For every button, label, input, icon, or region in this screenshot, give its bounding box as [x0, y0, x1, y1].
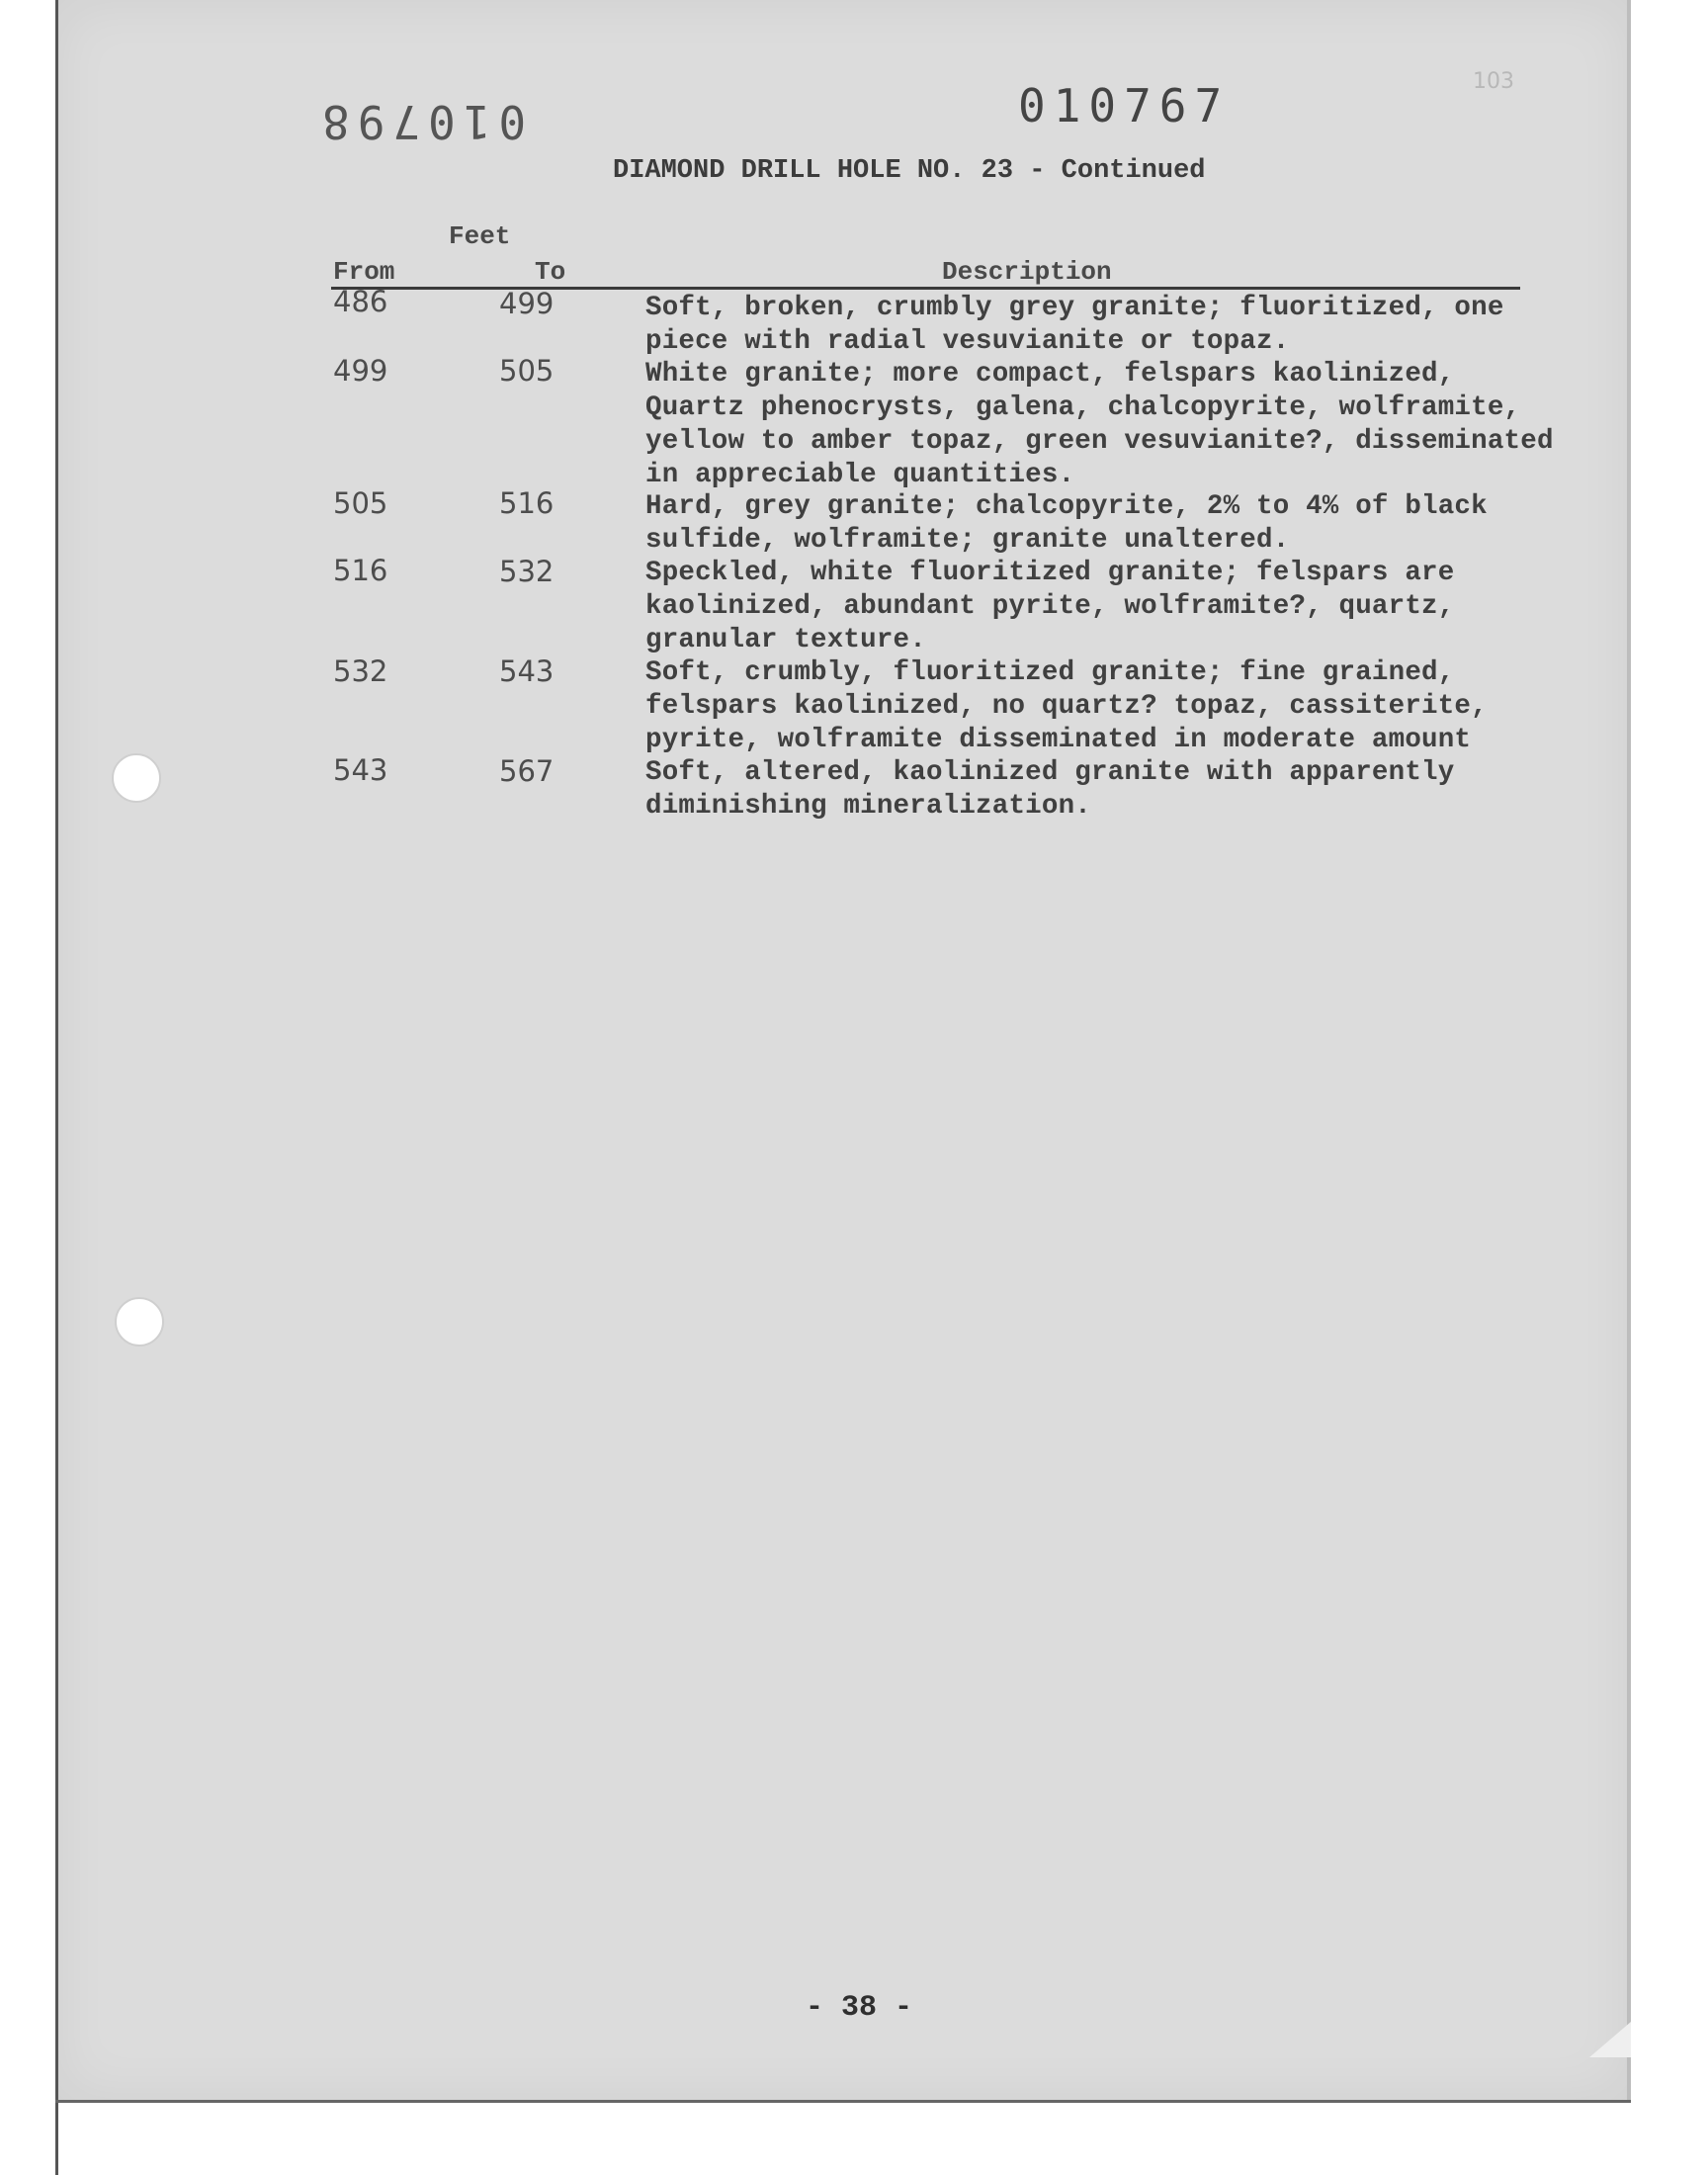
row-4-description-line: Speckled, white fluoritized granite; felspars are: [645, 558, 1455, 588]
header-feet: Feet: [449, 221, 511, 251]
row-2-description-line: White granite; more compact, felspars kaolinized,: [645, 359, 1455, 390]
row-2-description-line: in appreciable quantities.: [645, 460, 1075, 490]
page-number: - 38 -: [806, 1991, 913, 2025]
row-2-from: 499: [333, 354, 388, 388]
row-6-description-line: Soft, altered, kaolinized granite with apparently: [645, 757, 1455, 788]
row-1-description-line: piece with radial vesuvianite or topaz.: [645, 326, 1290, 357]
row-2-to: 505: [499, 354, 555, 388]
serial-number-left: 010798: [314, 95, 527, 148]
header-to: To: [535, 257, 566, 287]
scan-edge-right: [1627, 0, 1631, 2101]
punch-hole-bottom: [115, 1297, 164, 1347]
row-2-description-line: Quartz phenocrysts, galena, chalcopyrite, wolframite,: [645, 392, 1521, 423]
row-3-to: 516: [499, 486, 555, 520]
row-6-description-line: diminishing mineralization.: [645, 791, 1091, 822]
scan-edge-bottom: [55, 2100, 1631, 2103]
row-1-to: 499: [499, 287, 555, 320]
row-5-description-line: Soft, crumbly, fluoritized granite; fine grained,: [645, 657, 1455, 688]
row-1-description-line: Soft, broken, crumbly grey granite; fluoritized, one: [645, 293, 1504, 323]
folded-corner: [1589, 2022, 1631, 2057]
row-5-description-line: pyrite, wolframite disseminated in moderate amount: [645, 725, 1472, 755]
row-4-from: 516: [333, 554, 388, 587]
row-4-to: 532: [499, 555, 555, 588]
scan-edge-left: [55, 0, 58, 2175]
punch-hole-top: [112, 753, 161, 803]
row-4-description-line: kaolinized, abundant pyrite, wolframite?, quartz,: [645, 591, 1455, 622]
row-3-description-line: Hard, grey granite; chalcopyrite, 2% to 4% of black: [645, 491, 1488, 522]
serial-number-right: 010767: [1018, 79, 1231, 132]
header-description: Description: [942, 257, 1112, 287]
row-3-description-line: sulfide, wolframite; granite unaltered.: [645, 525, 1290, 556]
header-from: From: [333, 257, 395, 287]
row-3-from: 505: [333, 486, 388, 520]
row-6-to: 567: [499, 754, 555, 788]
row-6-from: 543: [333, 753, 388, 787]
row-5-to: 543: [499, 654, 555, 688]
row-5-description-line: felspars kaolinized, no quartz? topaz, cassiterite,: [645, 691, 1488, 722]
row-2-description-line: yellow to amber topaz, green vesuvianite?, disseminated: [645, 426, 1554, 457]
row-5-from: 532: [333, 654, 388, 688]
row-1-from: 486: [333, 285, 388, 318]
document-title: DIAMOND DRILL HOLE NO. 23 - Continued: [613, 156, 1206, 186]
row-4-description-line: granular texture.: [645, 625, 926, 655]
page-mark: 103: [1473, 69, 1514, 94]
